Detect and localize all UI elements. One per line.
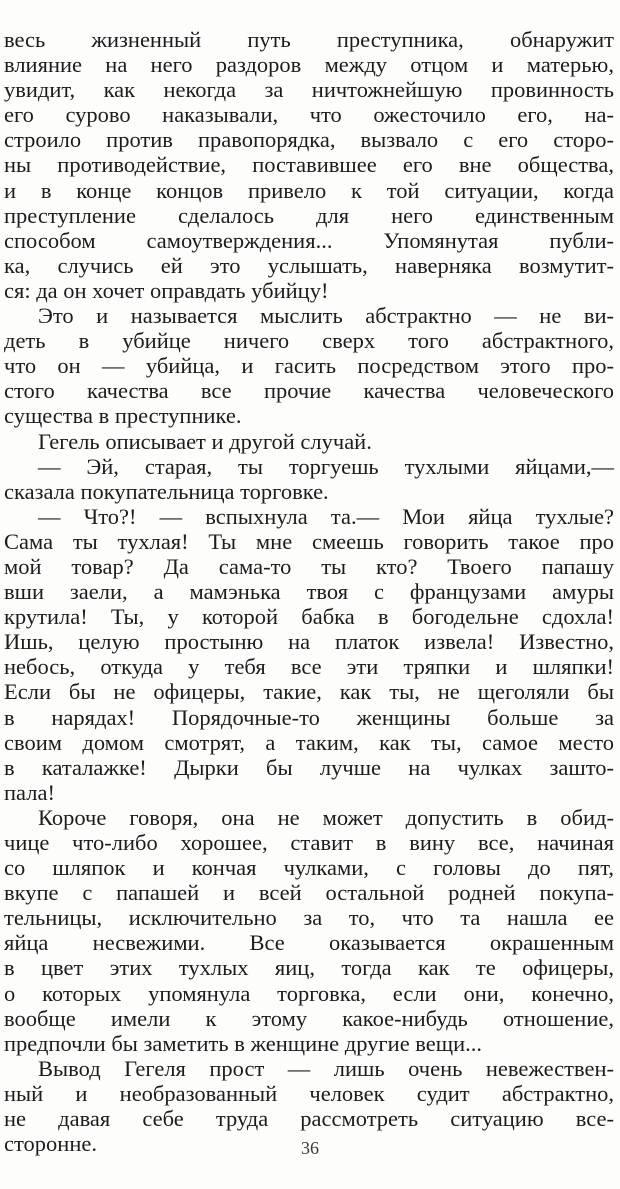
text-line: способом самоутверждения... Упомянутая публи-	[4, 227, 614, 253]
paragraph	[4, 454, 614, 504]
text-line: его сурово наказывали, что ожесточило его, на-	[4, 102, 614, 128]
text-line: сторонне.	[4, 1131, 97, 1157]
text-line: чице что-либо хорошее, ставит в вину все, начиная	[4, 830, 614, 855]
text-line: в цвет этих тухлых яиц, тогда как те офицеры,	[4, 955, 614, 981]
text-line: своим домом смотрят, а таким, как ты, самое место	[4, 729, 614, 755]
paragraph	[4, 504, 614, 805]
text-line: пала!	[4, 779, 55, 805]
text-line: весь жизненный путь преступника, обнаружит	[4, 27, 614, 52]
body-text	[4, 27, 614, 1156]
text-line: вкупе с папашей и всей остальной родней покупа-	[4, 880, 614, 906]
paragraph	[4, 429, 614, 454]
text-line: мой товар? Да сама-то ты кто? Твоего папашу	[4, 553, 614, 579]
text-line: Гегель описывает и другой случай.	[38, 428, 372, 454]
text-line: Вывод Гегеля прост — лишь очень невежествен-	[38, 1055, 614, 1081]
paragraph	[4, 27, 614, 303]
text-line: преступление сделалось для него единственным	[4, 202, 614, 228]
text-line: — Что?! — вспыхнула та.— Мои яйца тухлые?	[38, 503, 614, 529]
paragraph	[4, 805, 614, 1056]
text-line: деть в убийце ничего сверх того абстрактного,	[4, 328, 614, 354]
text-line: влияние на него раздоров между отцом и матерью,	[4, 52, 614, 78]
text-line: небось, откуда у тебя все эти тряпки и шляпки!	[4, 654, 614, 680]
text-line: тельницы, исключительно за то, что та нашла ее	[4, 905, 614, 931]
text-line: — Эй, старая, ты торгуешь тухлыми яйцами,—	[38, 453, 614, 479]
text-line: строило против правопорядка, вызвало с его сторо-	[4, 127, 614, 153]
text-line: Это и называется мыслить абстрактно — не ви-	[38, 303, 614, 329]
text-line: Короче говоря, она не может допустить в обид-	[38, 804, 614, 830]
text-line: Сама ты тухлая! Ты мне смеешь говорить такое про	[4, 528, 614, 554]
text-line: яйца несвежими. Все оказывается окрашенным	[4, 930, 614, 956]
text-line: ный и необразованный человек судит абстрактно,	[4, 1080, 614, 1106]
text-line: крутила! Ты, у которой бабка в богодельне сдохла!	[4, 604, 614, 630]
text-line: в нарядах! Порядочные-то женщины больше за	[4, 704, 614, 730]
text-line: вши заели, а мамэнька твоя с французами амуры	[4, 579, 614, 605]
text-line: ка, случись ей это услышать, наверняка возмутит-	[4, 252, 614, 278]
text-line: предпочли бы заметить в женщине другие вещи...	[4, 1030, 483, 1056]
text-line: ся: да он хочет оправдать убийцу!	[4, 277, 329, 303]
text-line: и в конце концов привело к той ситуации, когда	[4, 177, 614, 203]
text-line: сказала покупательница торговке.	[4, 478, 329, 504]
text-line: что он — убийца, и гасить посредством этого про-	[4, 353, 614, 379]
text-line: в каталажке! Дырки бы лучше на чулках зашто-	[4, 754, 614, 780]
text-line: Ишь, целую простыню на платок извела! Известно,	[4, 629, 614, 655]
paragraph	[4, 303, 614, 428]
text-line: стого качества все прочие качества человеческого	[4, 378, 614, 404]
text-line: вообще имели к этому какое-нибудь отношение,	[4, 1005, 614, 1031]
text-line: не давая себе труда рассмотреть ситуацию все-	[4, 1106, 614, 1132]
text-line: со шляпок и кончая чулками, с головы до пят,	[4, 855, 614, 881]
text-line: о которых упомянула торговка, если они, конечно,	[4, 980, 614, 1006]
text-line: существа в преступнике.	[4, 403, 242, 429]
text-line: Если бы не офицеры, такие, как ты, не щеголяли бы	[4, 679, 614, 705]
text-line: увидит, как некогда за ничтожнейшую провинность	[4, 77, 614, 103]
page-number: 36	[301, 1138, 319, 1158]
text-line: ны противодействие, поставившее его вне общества,	[4, 152, 614, 178]
